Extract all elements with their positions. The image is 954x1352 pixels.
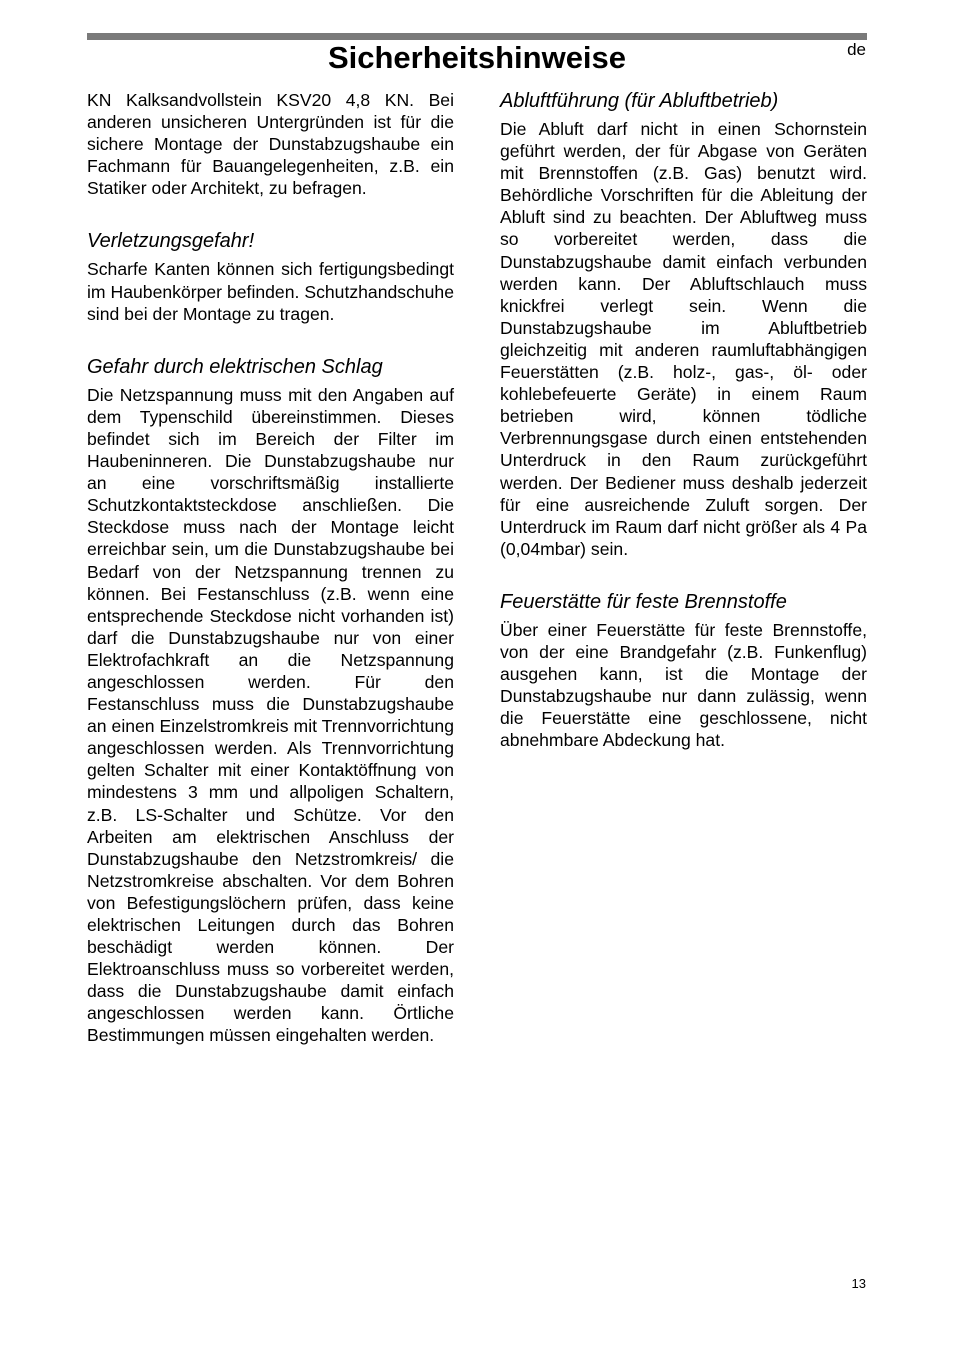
- section-heading: Gefahr durch elektrischen Schlag: [87, 355, 383, 378]
- section-paragraph: Über einer Feuerstätte für feste Brennstoffe, von der eine Brandgefahr (z.B. Funkenflug) ausgehen kann, ist die Montage der Dunstabzugshaube nur dann zulässig, wenn die Feuerstätte eine geschlossene, nicht abnehmbare Abdeckung hat.: [500, 619, 867, 751]
- section-heading: Feuerstätte für feste Brennstoffe: [500, 590, 787, 613]
- right-column: [500, 89, 867, 751]
- section-paragraph: Die Netzspannung muss mit den Angaben auf dem Typenschild übereinstimmen. Dieses befindet sich im Bereich der Filter im Haubeninneren. Die Dunstabzugshaube nur an eine vorschriftsmäßig installierte Schutzkontaktsteckdose anschließen. Die Steckdose muss nach der Montage leicht erreichbar sein, um die Dunstabzugshaube bei Bedarf von der Netzspannung trennen zu können. Bei Festanschluss (z.B. wenn eine entsprechende Steckdose nicht vorhanden ist) darf die Dunstabzugshaube nur von einer Elektrofachkraft an die Netzspannung angeschlossen werden. Für den Festanschluss muss die Dunstabzugshaube an einen Einzelstromkreis mit Trennvorrichtung angeschlossen werden. Als Trennvorrichtung gelten Schalter mit einer Kontaktöffnung von mindestens 3 mm und allpoligen Schaltern, z.B. LS-Schalter und Schütze. Vor den Arbeiten am elektrischen Anschluss der Dunstabzugshaube den Netzstromkreis/ die Netzstromkreise abschalten. Vor dem Bohren von Befestigungslöchern prüfen, dass keine elektrischen Leitungen durch das Bohren beschädigt werden können. Der Elektroanschluss muss so vorbereitet werden, dass die Dunstabzugshaube damit einfach angeschlossen werden kann. Örtliche Bestimmungen müssen eingehalten werden.: [87, 384, 454, 1046]
- section-solid-fuel-fireplace: [500, 590, 867, 752]
- language-code: de: [847, 40, 866, 59]
- left-column: [87, 89, 454, 1047]
- page-number: 13: [851, 1276, 866, 1291]
- section-heading: Abluftführung (für Abluftbetrieb): [500, 90, 779, 112]
- intro-paragraph: KN Kalksandvollstein KSV20 4,8 KN. Bei anderen unsicheren Untergründen ist für die sichere Montage der Dunstabzugshaube ein Fachmann für Bauangelegenheiten, z.B. ein Statiker oder Architekt, zu befragen.: [87, 90, 454, 199]
- intro-block: [87, 89, 454, 199]
- section-injury-hazard: [87, 229, 454, 324]
- section-paragraph: Die Abluft darf nicht in einen Schornstein geführt werden, der für Abgase von Geräten mit Brennstoffen (z.B. Gas) benutzt wird. Behördliche Vorschriften für die Ableitung der Abluft sind zu beachten. Der Abluftweg muss so vorbereitet werden, dass die Dunstabzugshaube damit einfach verbunden werden kann. Der Abluftschlauch muss knickfrei verlegt sein. Wenn die Dunstabzugshaube im Abluftbetrieb gleichzeitig mit anderen raumluftabhängigen Feuerstätten (z.B. holz-, gas-, öl- oder kohlebefeuerte Geräte) in einem Raum betrieben wird, können tödliche Verbrennungsgase durch einen entstehenden Unterdruck in den Raum zurückgeführt werden. Der Bediener muss deshalb jederzeit für eine ausreichende Zuluft sorgen. Der Unterdruck im Raum darf nicht größer als 4 Pa (0,04mbar) sein.: [500, 119, 867, 559]
- page-title: Sicherheitshinweise: [327, 40, 627, 75]
- section-heading: Verletzungsgefahr!: [87, 230, 255, 253]
- section-paragraph: Scharfe Kanten können sich fertigungsbedingt im Haubenkörper befinden. Schutzhandschuhe sind bei der Montage zu tragen.: [87, 259, 454, 324]
- section-electric-shock: [87, 355, 454, 1047]
- section-exhaust-air: [500, 89, 867, 560]
